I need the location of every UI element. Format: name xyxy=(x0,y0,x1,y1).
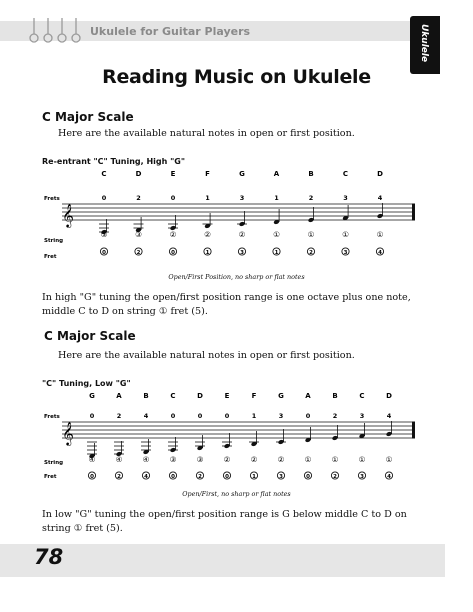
final-barline xyxy=(412,204,415,221)
fret-number: 4 xyxy=(386,412,392,420)
note-name: G xyxy=(278,392,284,400)
note-name: E xyxy=(224,392,230,400)
fret-number: 3 xyxy=(359,412,365,420)
fret-number: 2 xyxy=(136,194,141,202)
running-title: Ukulele for Guitar Players xyxy=(90,25,251,38)
row-label-frets: Frets xyxy=(44,414,60,420)
string-number: ② xyxy=(277,455,285,464)
section1-intro: Here are the available natural notes in open or first position. xyxy=(58,128,355,139)
note-name: F xyxy=(251,392,257,400)
note-name: D xyxy=(197,392,203,400)
fret-circle-number: 0 xyxy=(171,474,175,480)
fret-circle-number: 3 xyxy=(360,474,364,480)
page-number: 78 xyxy=(34,545,64,569)
fret-circle-number: 3 xyxy=(240,250,244,256)
fret-circle-number: 2 xyxy=(136,250,141,256)
note-name: C xyxy=(101,170,107,178)
fret-number: 1 xyxy=(251,412,257,420)
fret-circle-number: 4 xyxy=(378,250,382,256)
fret-circle-number: 0 xyxy=(306,474,310,480)
treble-clef: 𝄞 xyxy=(62,203,74,227)
fret-number: 4 xyxy=(143,412,149,420)
row-label-fret: Fret xyxy=(44,254,57,260)
staff-lines xyxy=(62,204,414,220)
string-number: ③ xyxy=(135,230,142,239)
row-label-string: String xyxy=(44,238,64,244)
row-label-fret: Fret xyxy=(44,474,57,480)
string-number: ④ xyxy=(115,455,123,464)
section2-heading: C Major Scale xyxy=(44,329,136,343)
fret-circle-number: 1 xyxy=(252,474,256,480)
fret-circle-number: 2 xyxy=(333,474,337,480)
fret-circle-number: 3 xyxy=(279,474,283,480)
note-name: D xyxy=(386,392,392,400)
section-tab-label xyxy=(414,22,436,68)
fret-circle-number: 0 xyxy=(102,250,106,256)
fret-number: 3 xyxy=(278,412,284,420)
note-name: A xyxy=(305,392,311,400)
ukulele-icons xyxy=(28,16,84,46)
fret-circle-number: 4 xyxy=(387,474,391,480)
fret-circle-number: 2 xyxy=(198,474,202,480)
fret-number: 0 xyxy=(305,412,311,420)
string-number: ① xyxy=(307,230,315,239)
note-name: A xyxy=(273,170,280,178)
section1-heading: C Major Scale xyxy=(42,110,134,124)
string-number: ① xyxy=(331,455,339,464)
string-number: ③ xyxy=(196,455,204,464)
string-number: ④ xyxy=(88,455,96,464)
note-name: B xyxy=(308,170,314,178)
note-name: B xyxy=(332,392,338,400)
string-number: ② xyxy=(238,230,246,239)
note-name: C xyxy=(170,392,176,400)
string-number: ① xyxy=(385,455,393,464)
fret-number: 4 xyxy=(377,194,383,202)
fret-circle-number: 0 xyxy=(225,474,229,480)
section2-description: In low "G" tuning the open/first position range is G below middle C to D on string ① fret (5). xyxy=(42,509,407,534)
fret-number: 2 xyxy=(308,194,314,202)
string-number: ② xyxy=(250,455,258,464)
section2-tuning-label: "C" Tuning, Low "G" xyxy=(42,379,131,388)
fret-circle-number: 4 xyxy=(144,474,148,480)
section1-tuning-label: Re-entrant "C" Tuning, High "G" xyxy=(42,157,185,166)
fret-number: 3 xyxy=(343,194,348,202)
fret-circle-number: 2 xyxy=(309,250,313,256)
treble-clef: 𝄞 xyxy=(62,421,74,445)
fret-number: 0 xyxy=(224,412,230,420)
fret-circle-number: 0 xyxy=(90,474,94,480)
section1-notation xyxy=(44,170,424,270)
string-number: ② xyxy=(204,230,211,239)
footer-band xyxy=(0,544,445,577)
fret-circle-number: 1 xyxy=(274,250,279,256)
fret-circle-number: 1 xyxy=(205,250,210,256)
note-name: C xyxy=(359,392,365,400)
fret-circle-number: 2 xyxy=(117,474,121,480)
fret-number: 2 xyxy=(332,412,338,420)
fret-number: 0 xyxy=(197,412,203,420)
string-number: ① xyxy=(376,230,384,239)
section2-caption: Open/First, no sharp or flat notes xyxy=(182,490,291,498)
row-label-frets: Frets xyxy=(44,196,60,202)
note-name: D xyxy=(135,170,142,178)
note-name: C xyxy=(342,170,349,178)
string-number: ① xyxy=(342,230,349,239)
section2-notation xyxy=(44,392,424,496)
note-name: A xyxy=(116,392,122,400)
note-name: B xyxy=(143,392,149,400)
final-barline xyxy=(412,422,415,439)
string-number: ① xyxy=(273,230,280,239)
string-number: ② xyxy=(223,455,231,464)
note-name: F xyxy=(205,170,210,178)
svg-text:Ukulele: Ukulele xyxy=(419,24,429,63)
fret-number: 2 xyxy=(116,412,122,420)
fret-number: 0 xyxy=(101,194,107,202)
section1-description: In high "G" tuning the open/first position range is one octave plus one note, middle C to D on string ① fret (5). xyxy=(42,292,411,317)
string-number: ① xyxy=(304,455,312,464)
string-number: ① xyxy=(358,455,366,464)
note-name: D xyxy=(377,170,383,178)
string-number: ④ xyxy=(142,455,150,464)
fret-circle-number: 0 xyxy=(171,250,175,256)
note-name: G xyxy=(89,392,95,400)
page-title: Reading Music on Ukulele xyxy=(102,66,371,88)
string-number: ③ xyxy=(100,230,108,239)
fret-number: 0 xyxy=(170,194,176,202)
fret-number: 0 xyxy=(89,412,95,420)
note-name: E xyxy=(170,170,176,178)
fret-number: 0 xyxy=(170,412,176,420)
string-number: ③ xyxy=(169,455,177,464)
section1-caption: Open/First Position, no sharp or flat notes xyxy=(168,273,305,281)
fret-number: 1 xyxy=(274,194,279,202)
fret-circle-number: 3 xyxy=(343,250,348,256)
fret-number: 3 xyxy=(239,194,245,202)
section2-intro: Here are the available natural notes in open or first position. xyxy=(58,350,355,361)
string-number: ② xyxy=(169,230,177,239)
note-name: G xyxy=(239,170,245,178)
fret-number: 1 xyxy=(205,194,210,202)
row-label-string: String xyxy=(44,460,64,466)
